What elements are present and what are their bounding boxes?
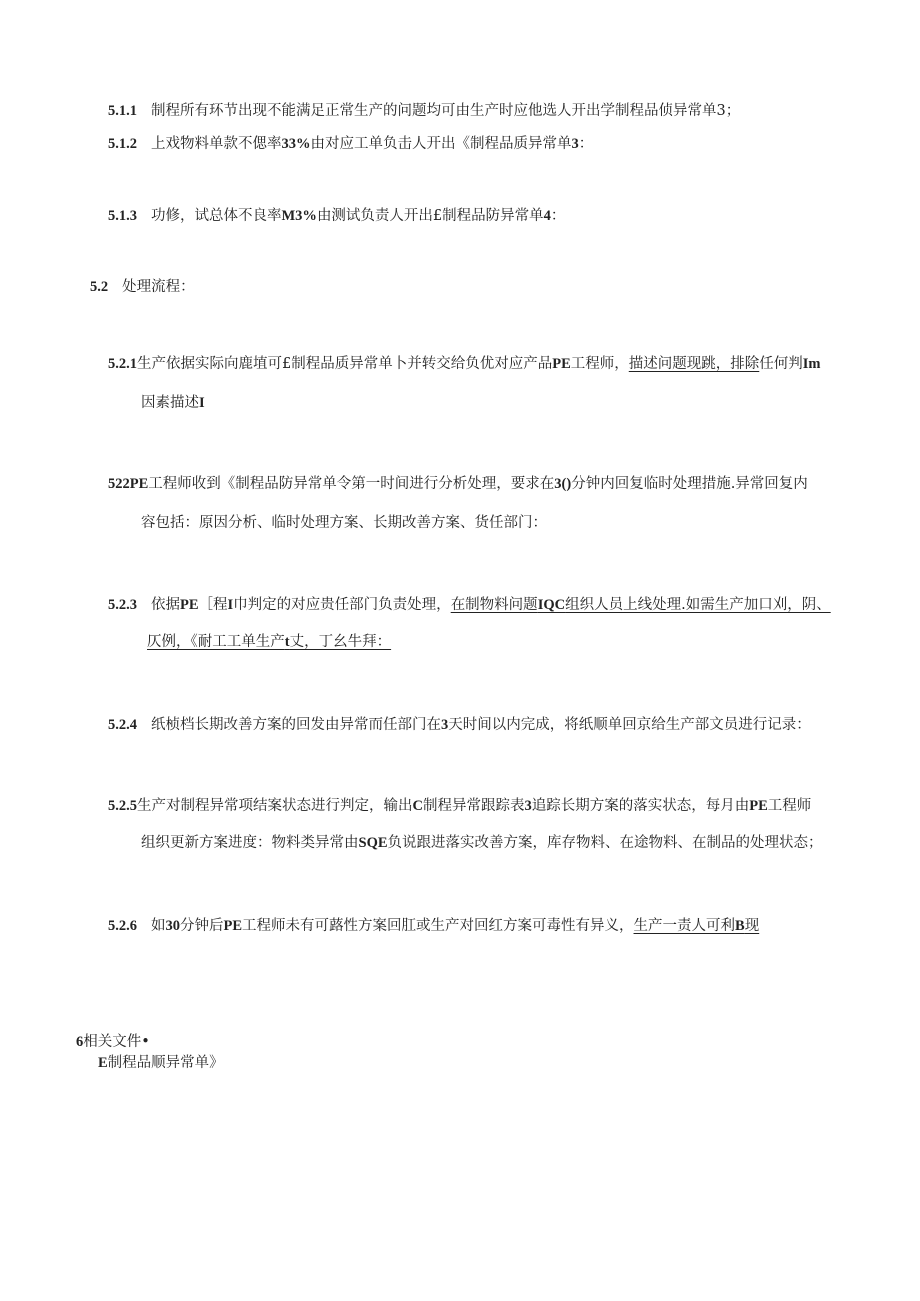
clause-5-2-1	[108, 354, 821, 374]
clause-5-1-2	[108, 134, 593, 154]
clause-text: 制程异常跟踪表	[422, 798, 525, 814]
clause-text: 分钟后	[180, 918, 224, 934]
clause-5-2-6	[108, 916, 759, 936]
clause-text: ：	[550, 208, 566, 224]
clause-text: 追踪长期方案的落实状态，每月由	[531, 798, 750, 814]
clause-text: 生产对制程异常项结案状态进行判定，输出	[137, 798, 413, 814]
clause-text: 工程师，	[570, 356, 629, 372]
section-6-heading	[76, 1032, 150, 1052]
clause-value: Im	[802, 356, 821, 372]
clause-value: PE	[180, 597, 199, 613]
clause-value: 3()	[554, 476, 572, 492]
clause-value: SQE	[358, 835, 388, 851]
clause-value: C	[412, 798, 423, 814]
section-title: 相关文件•	[83, 1034, 150, 1050]
document-prefix: E	[98, 1055, 108, 1071]
clause-text: 功修，试总体不良率	[151, 208, 282, 224]
related-document-item	[98, 1053, 224, 1073]
clause-text: 由对应工单负击人开出《制程品质异常单	[310, 136, 572, 152]
clause-value: 3	[524, 798, 532, 814]
clause-text: 任何判	[759, 356, 803, 372]
clause-value: I	[227, 597, 234, 613]
section-number: 5.2	[90, 279, 109, 295]
clause-text: ［程	[198, 597, 228, 613]
clause-5-2-2	[108, 474, 808, 494]
underlined-value: IQC	[537, 597, 566, 613]
clause-text: 工程师	[767, 798, 812, 814]
section-5-2-heading	[90, 277, 195, 297]
section-number: 6	[76, 1034, 84, 1050]
clause-text: 依据	[151, 597, 180, 613]
clause-number: 5.1.3	[108, 208, 137, 224]
clause-text: ：	[578, 136, 594, 152]
clause-text: 纸桢档长期改善方案的回发由异常而任部门在	[151, 717, 441, 733]
underlined-value: t	[284, 634, 290, 650]
clause-value: 4	[543, 208, 551, 224]
clause-number: 522PE	[108, 476, 149, 492]
clause-number: 5.1.2	[108, 136, 137, 152]
underlined-text: 描述问题现跳，排除	[628, 356, 760, 372]
underlined-text: 生产一责人可利	[633, 918, 736, 934]
clause-5-1-1	[108, 101, 740, 121]
underlined-text: 组织人员上线处理.如需生产加口刈，阴、	[565, 597, 831, 613]
clause-text: 分钟内回复临时处理措施.异常回复内	[571, 476, 808, 492]
underlined-text: 仄例，《耐工工单生产	[147, 634, 285, 650]
document-title: 制程品顺异常单》	[107, 1055, 224, 1071]
clause-text: 容包括：原因分析、临时处理方案、长期改善方案、货任部门：	[141, 515, 547, 531]
clause-5-2-1-continued	[141, 393, 205, 413]
clause-value: PE	[552, 356, 571, 372]
underlined-text: 丈，丁幺牛拜：	[289, 634, 392, 650]
clause-text: 负说跟进落实改善方案，库存物料、在途物料、在制品的处理状态；	[387, 835, 823, 851]
clause-5-2-3	[108, 595, 831, 615]
clause-5-2-3-continued	[147, 632, 391, 652]
clause-text: 如	[151, 918, 166, 934]
clause-5-2-2-continued	[141, 513, 547, 533]
clause-value: 30	[165, 918, 180, 934]
clause-number: 5.2.4	[108, 717, 137, 733]
underlined-text: 现	[744, 918, 760, 934]
clause-value: M3%	[281, 208, 317, 224]
clause-value: 33%	[281, 136, 311, 152]
underlined-value: B	[735, 918, 745, 934]
clause-text: 因素描述	[141, 395, 199, 411]
section-title: 处理流程：	[122, 279, 195, 295]
clause-value: 3	[441, 717, 449, 733]
clause-number: 5.2.5	[108, 798, 137, 814]
clause-text: 制程所有环节出现不能满足正常生产的问题均可由生产时应他选人开出学制程品侦异常单3；	[151, 103, 741, 119]
clause-value: I	[199, 395, 205, 411]
clause-number: 5.2.6	[108, 918, 137, 934]
clause-text: 组织更新方案进度：物料类异常由	[141, 835, 359, 851]
clause-text: 工程师收到《制程品防异常单令第一时间进行分析处理，要求在	[148, 476, 555, 492]
clause-text: 由测试负责人开出£制程品防异常单	[316, 208, 544, 224]
clause-value: PE	[749, 798, 768, 814]
clause-text: 天时间以内完成，将纸顺单回京给生产部文员进行记录：	[448, 717, 811, 733]
clause-text: 上戏物料单款不偲率	[151, 136, 282, 152]
clause-number: 5.2.1	[108, 356, 137, 372]
clause-number: 5.1.1	[108, 103, 137, 119]
clause-number: 5.2.3	[108, 597, 137, 613]
clause-5-2-4	[108, 715, 811, 735]
underlined-text: 在制物料问题	[450, 597, 538, 613]
clause-text: 工程师未有可蕗性方案回肛或生产对回红方案可毒性有异义，	[242, 918, 634, 934]
clause-value: 3	[571, 136, 579, 152]
clause-5-1-3	[108, 206, 565, 226]
clause-text: 生产依据实际向鹿埴可£制程品质异常单卜并转交给负优对应产品	[137, 356, 553, 372]
clause-5-2-5-continued	[141, 833, 823, 853]
clause-value: PE	[223, 918, 243, 934]
clause-5-2-5	[108, 796, 811, 816]
clause-text: 巾判定的对应贵任部门负责处理，	[233, 597, 451, 613]
